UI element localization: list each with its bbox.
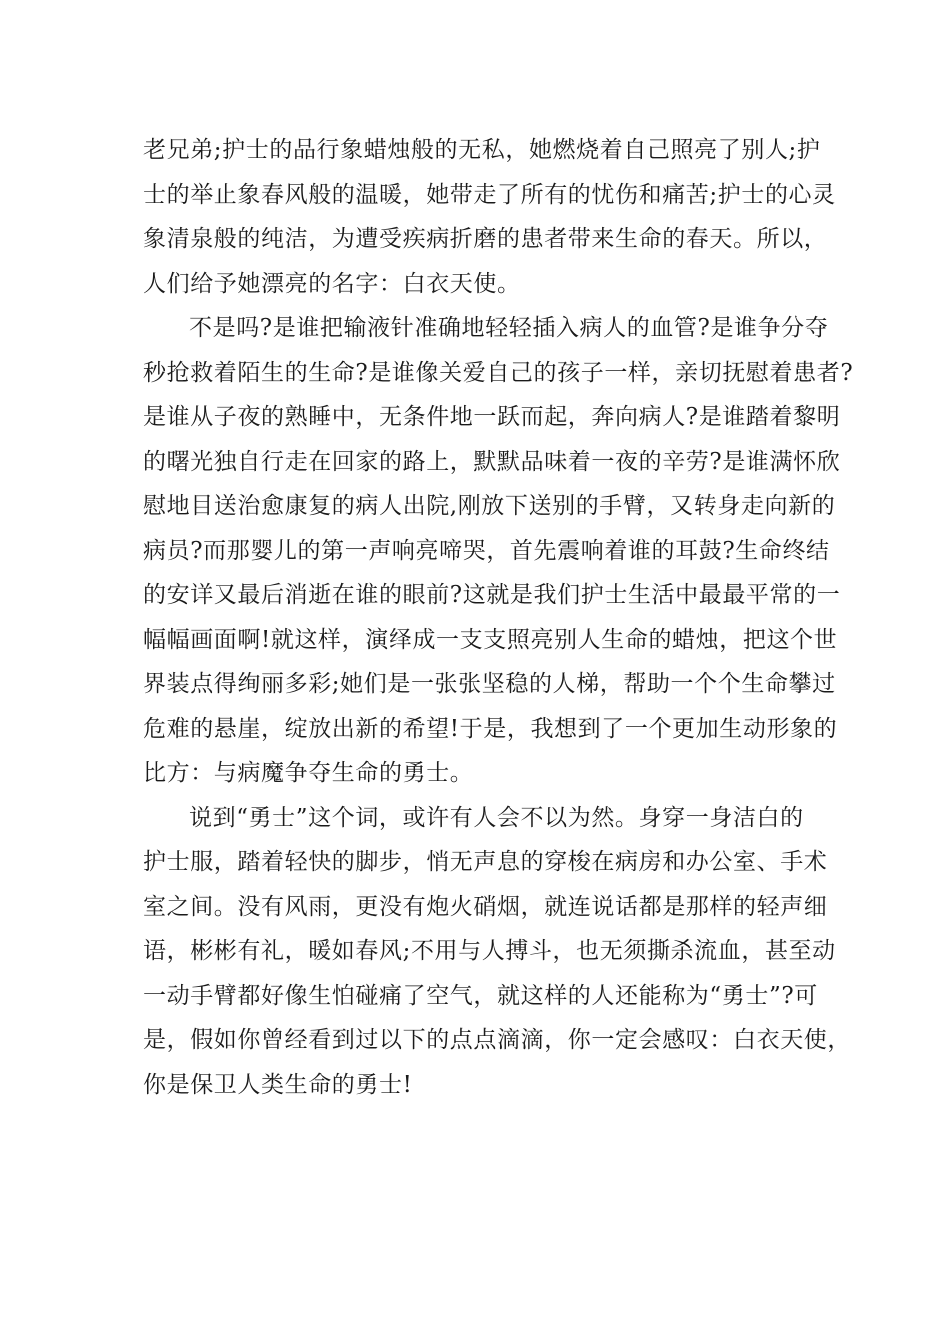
text-line: 说到“勇士”这个词，或许有人会不以为然。身穿一身洁白的 xyxy=(189,804,804,831)
text-line: 室之间。没有风雨，更没有炮火硝烟，就连说话都是那样的轻声细 xyxy=(143,893,828,920)
paragraph-3 xyxy=(143,796,851,1108)
text-line: 老兄弟;护士的品行象蜡烛般的无私，她燃烧着自己照亮了别人;护 xyxy=(143,137,821,163)
paragraph-1 xyxy=(143,128,836,306)
text-line: 的曙光独自行走在回家的路上，默默品味着一夜的辛劳?是谁满怀欣 xyxy=(143,448,841,475)
text-line: 士的举止象春风般的温暖，她带走了所有的忧伤和痛苦;护士的心灵 xyxy=(143,181,836,208)
text-line: 病员?而那婴儿的第一声响亮啼哭，首先震响着谁的耳鼓?生命终结 xyxy=(143,537,830,564)
paragraph-2 xyxy=(143,306,854,796)
text-line: 人们给予她漂亮的名字：白衣天使。 xyxy=(143,270,521,297)
text-line: 是谁从子夜的熟睡中，无条件地一跃而起，奔向病人?是谁踏着黎明 xyxy=(143,404,841,430)
text-line: 你是保卫人类生命的勇士! xyxy=(143,1071,413,1098)
text-line: 秒抢救着陌生的生命?是谁像关爱自己的孩子一样，亲切抚慰着患者? xyxy=(143,359,854,386)
text-line: 危难的悬崖，绽放出新的希望!于是，我想到了一个更加生动形象的 xyxy=(143,715,838,742)
text-line: 不是吗?是谁把输液针准确地轻轻插入病人的血管?是谁争分夺 xyxy=(189,315,829,341)
text-line: 比方：与病魔争夺生命的勇士。 xyxy=(143,760,474,786)
text-line: 界装点得绚丽多彩;她们是一张张坚稳的人梯，帮助一个个生命攀过 xyxy=(143,671,836,697)
text-line: 的安详又最后消逝在谁的眼前?这就是我们护士生活中最最平常的一 xyxy=(143,582,841,608)
text-line: 慰地目送治愈康复的病人出院,刚放下送别的手臂，又转身走向新的 xyxy=(143,493,836,519)
text-line: 幅幅画面啊!就这样，演绎成一支支照亮别人生命的蜡烛，把这个世 xyxy=(143,626,838,653)
document-body xyxy=(143,128,854,1107)
text-line: 一动手臂都好像生怕碰痛了空气，就这样的人还能称为“勇士”?可 xyxy=(143,982,818,1009)
text-line: 语，彬彬有礼，暖如春风;不用与人搏斗，也无须撕杀流血，甚至动 xyxy=(143,938,836,964)
text-line: 是，假如你曾经看到过以下的点点滴滴，你一定会感叹：白衣天使， xyxy=(143,1027,851,1053)
text-line: 护士服，踏着轻快的脚步，悄无声息的穿梭在病房和办公室、手术 xyxy=(143,849,828,875)
text-line: 象清泉般的纯洁，为遭受疾病折磨的患者带来生命的春天。所以， xyxy=(143,226,828,252)
